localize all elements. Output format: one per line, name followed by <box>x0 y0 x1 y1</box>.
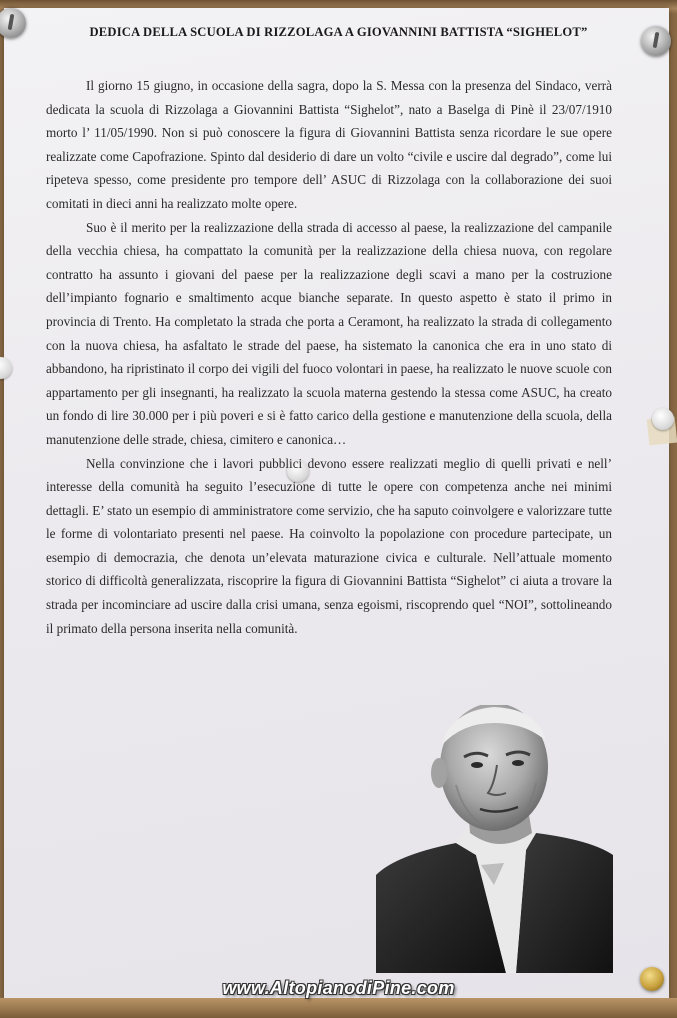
paragraph-3: Nella convinzione che i lavori pubblici devono essere realizzati meglio di quelli privati e nell’ interesse della comunità ha seguito l’esecuzione di tutte le opere con competenza anche nei minimi dettagli. E’ stato un esempio di amministratore come servizio, che ha saputo coinvolgere e valorizzare tutte le forme di volontariato presenti nel paese. Ha coinvolto la popolazione con procedure partecipate, un esempio di democrazia, che denota un’elevata maturazione civica e culturale. Nell’attuale momento storico di difficoltà generalizzata, riscoprire la figura di Giovannini Battista “Sighelot” ci aiuta a trovare la strada per incominciare ad uscire dalla crisi umana, senza egoismi, riscoprendo quel “NOI”, sottolineando il primato della persona inserita nella comunità. <box>46 455 612 636</box>
wooden-board-bottom <box>0 998 677 1018</box>
paragraph-1: Il giorno 15 giugno, in occasione della sagra, dopo la S. Messa con la presenza del Sindaco, verrà dedicata la scuola di Rizzolaga a Giovannini Battista “Sighelot”, nato a Baselga di Pinè il 23/07/1910 morto l’ 11/05/1990. Non si può conoscere la figura di Giovannini Battista senza ricordare le sue opere realizzate come Capofrazione. Spinto dal desiderio di dare un volto “civile e uscire dal degrado”, come lui ripeteva spesso, come presidente pro tempore dell’ ASUC di Rizzolaga con la collaborazione dei suoi comitati in dieci anni ha realizzato molte opere. <box>46 78 612 211</box>
portrait-illustration <box>376 705 613 973</box>
portrait-photo <box>376 705 613 973</box>
pushpin-right-icon <box>652 408 674 430</box>
site-watermark: www.AltopianodiPine.com <box>222 978 455 998</box>
notice-title: DEDICA DELLA SCUOLA DI RIZZOLAGA A GIOVANNINI BATTISTA “SIGHELOT” <box>89 25 588 39</box>
notice-body <box>46 74 612 640</box>
paragraph-2: Suo è il merito per la realizzazione della strada di accesso al paese, la realizzazione del campanile della vecchia chiesa, ha compattato la comunità per la realizzazione della chiesa nuova, con regolare contratto ha assunto i giovani del paese per la realizzazione degli scavi a mano per la costruzione dell’impianto fognario e smaltimento acque bianche separate. In questo aspetto è stato il primo in provincia di Trento. Ha completato la strada che porta a Ceramont, ha realizzato la strada di collegamento con la nuova chiesa, ha asfaltato le strade del paese, ha sistemato la canonica che era in uno stato di abbandono, ha ripristinato il corpo dei vigili del fuoco volontari in paese, ha realizzato le nuove scuole con appartamento per gli insegnanti, ha realizzato la scuola materna gestendo la stessa come ASUC, ha creato un fondo di lire 30.000 per i più poveri e si è fatto carico della gestione e manutenzione della scuola, della manutenzione delle strade, chiesa, cimitero e canonica… <box>46 219 612 447</box>
